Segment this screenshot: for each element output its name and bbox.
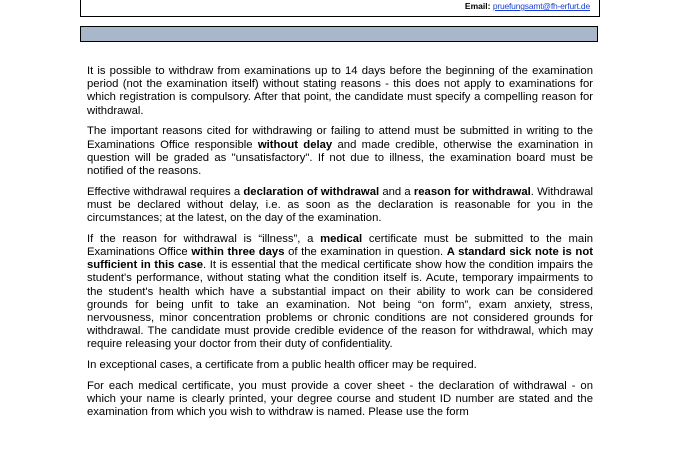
paragraph bbox=[87, 233, 593, 352]
bold-text: A standard sick note is not sufficient in this case bbox=[87, 245, 593, 272]
text-run: certificate must be submitted to the main Examinations Office bbox=[87, 232, 593, 258]
paragraph bbox=[87, 65, 593, 118]
document-body bbox=[87, 65, 593, 427]
text-run: If the reason for withdrawal is “illness”, a bbox=[87, 232, 321, 245]
text-run: Effective withdrawal requires a bbox=[87, 185, 244, 198]
text-run: For each medical certificate, you must provide a cover sheet - the declaration of withdrawal - on which your name is clearly printed, your degree course and student ID number are stated and the examination from which you wish to withdraw is named. Please use the form bbox=[87, 379, 593, 419]
section-header-bar bbox=[80, 26, 598, 42]
paragraph bbox=[87, 380, 593, 420]
bold-text: reason for withdrawal bbox=[413, 185, 531, 198]
paragraph bbox=[87, 359, 593, 372]
text-run: and a bbox=[379, 185, 414, 198]
text-run: The important reasons cited for withdrawing or failing to attend must be submitted in writing to the Examinations Office responsible bbox=[87, 125, 593, 151]
email-label: Email: bbox=[464, 1, 491, 11]
paragraph bbox=[87, 125, 593, 178]
bold-text: medical bbox=[320, 232, 363, 245]
email-line bbox=[465, 1, 590, 11]
text-run: of the examination in question. bbox=[284, 245, 447, 258]
text-run: In exceptional cases, a certificate from a public health officer may be required. bbox=[87, 359, 477, 372]
text-run: It is possible to withdraw from examinations up to 14 days before the beginning of the examination period (not the examination itself) without stating reasons - this does not apply to examinations for which registration is compulsory. After that point, the candidate must specify a compelling reason for withdrawal. bbox=[87, 65, 593, 117]
bold-text: without delay bbox=[257, 138, 333, 151]
bold-text: within three days bbox=[191, 245, 285, 258]
email-link[interactable]: pruefungsamt@fh-erfurt.de bbox=[492, 1, 590, 11]
text-run: and made credible, otherwise the examination in question will be graded as "unsatisfactory". If not due to illness, the examination board must be notified of the reasons. bbox=[87, 138, 593, 177]
text-run: . It is essential that the medical certificate show how the condition impairs the student's performance, without stating what the condition itself is. Acute, temporary impairments to the student's health which have a substantial impact on their ability to work can be considered grounds for being unfit to take an examination. Not being “on form”, exam anxiety, stress, nervousness, minor concentration problems or chronic conditions are not considered grounds for withdrawal. The candidate must provide credible evidence of the reason for withdrawal, which may require releasing your doctor from their duty of confidentiality. bbox=[87, 259, 593, 351]
paragraph bbox=[87, 186, 593, 226]
bold-text: declaration of withdrawal bbox=[243, 185, 380, 198]
text-run: . Withdrawal must be declared without delay, i.e. as soon as the declaration is reasonable for you in the circumstances; at the latest, on the day of the examination. bbox=[87, 185, 593, 225]
